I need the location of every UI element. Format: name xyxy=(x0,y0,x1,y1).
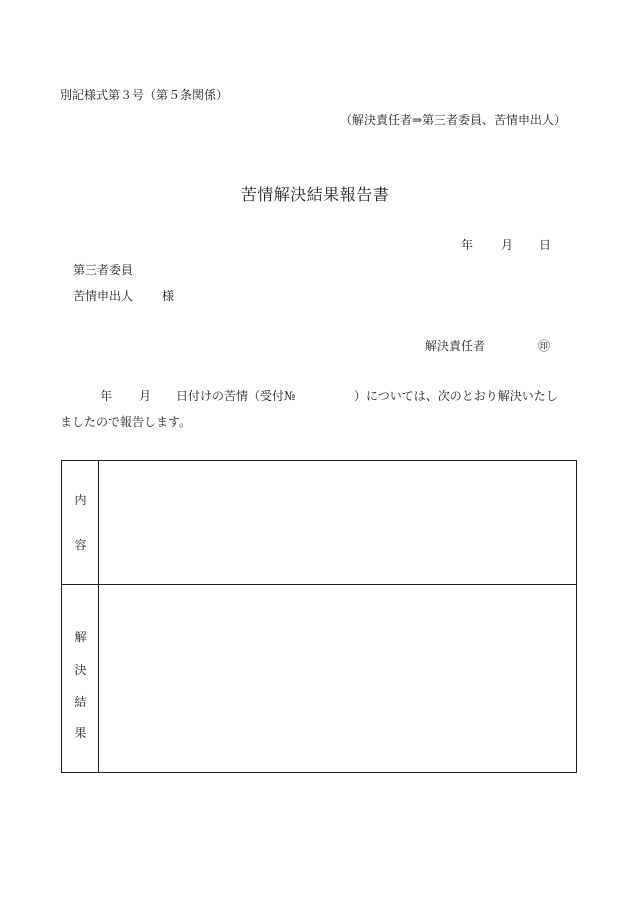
content-label-char-2: 容 xyxy=(74,538,87,552)
addressee-third-party-committee: 第三者委員 xyxy=(73,263,134,277)
routing-note: （解決責任者⇒第三者委員、苦情申出人） xyxy=(339,113,566,127)
body-year-label: 年 xyxy=(100,389,113,403)
body-text-part1: 日付けの苦情（受付№ xyxy=(176,389,296,403)
date-year-label: 年 xyxy=(461,238,474,252)
body-text-part2: ）については、次のとおり解決いたし xyxy=(354,389,558,403)
document-title: 苦情解決結果報告書 xyxy=(240,185,390,204)
resolution-label-char-3: 結 xyxy=(74,695,87,709)
form-number: 別記様式第３号（第５条関係） xyxy=(60,88,229,102)
seal-mark: ㊞ xyxy=(538,339,551,353)
date-month-label: 月 xyxy=(501,238,514,252)
report-table xyxy=(61,460,577,773)
responsible-person-label: 解決責任者 xyxy=(425,339,486,353)
content-field[interactable] xyxy=(99,461,576,584)
resolution-label-char-1: 解 xyxy=(74,630,87,644)
content-row xyxy=(62,461,576,585)
addressee-honorific: 様 xyxy=(162,289,175,303)
resolution-field[interactable] xyxy=(99,585,576,773)
body-text-line2: ましたので報告します。 xyxy=(60,415,192,429)
resolution-row xyxy=(62,585,576,773)
date-day-label: 日 xyxy=(539,238,552,252)
content-label-char-1: 内 xyxy=(74,493,87,507)
content-row-label-cell xyxy=(62,461,99,584)
resolution-label-char-4: 果 xyxy=(74,726,87,740)
addressee-complainant: 苦情申出人 xyxy=(73,289,134,303)
resolution-row-label-cell xyxy=(62,585,99,773)
body-month-label: 月 xyxy=(139,389,152,403)
resolution-label-char-2: 決 xyxy=(74,663,87,677)
